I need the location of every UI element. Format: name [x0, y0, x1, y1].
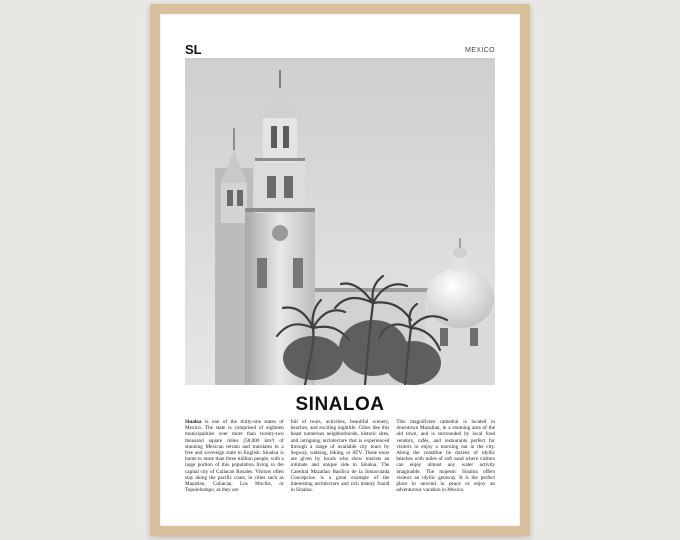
cathedral-photo — [185, 58, 495, 385]
state-code: SL — [185, 42, 202, 57]
poster-frame — [150, 4, 530, 536]
description-text-1: is one of the thirty-one states of Mexico. The state is comprised of eighteen municipalities over more than twenty-two thousand square miles (58,000 km²) of stunning Mexican terrain and translates to a free and sovereign state in English. Sinaloa is home to more than three million people, with a large portion of this population living in the capital city of Culiacan Rosales. Visitors often stay along the pacific coast, in cities such as Mazatlan, Culiacan, Los Mochis, or Topolobampo, as they are — [185, 419, 284, 494]
description-column-2: full of tours, activities, beautiful scenery, beaches, and exciting nightlife. Cities like this boast numerous neighborhoods, historic sites, and intriguing architecture that is experienced through a range of available city tours by Segway, walking, biking, or ATV. These tours are given by locals who show tourists an intimate and unique side to Sinaloa. The Catedral Mazatlan Basílica de la Inmaculada Concepcion is a great example of the interesting architecture and rich history found in Sinaloa. — [290, 419, 390, 494]
country-label: MEXICO — [464, 47, 495, 54]
description-column-3: This magnificent cathedral is located in downtown Mazatlan, in a stunning area of the old town, and is surrounded by local food vendors, cafés, and restaurants perfect for visitors to enjoy a morning out in the city. Along the coastline lie dozens of idyllic beaches with miles of soft sand where visitors can enjoy almost any water activity imaginable. The majestic Sinaloa offers visitors an idyllic getaway. It is the perfect place to unwind in peace or enjoy an adventurous vacation in Mexico. — [396, 419, 496, 494]
poster-title: SINALOA — [295, 394, 385, 415]
poster — [160, 14, 520, 526]
description — [185, 419, 495, 493]
description-lead: Sinaloa — [185, 419, 202, 425]
description-column-1 — [185, 419, 284, 493]
